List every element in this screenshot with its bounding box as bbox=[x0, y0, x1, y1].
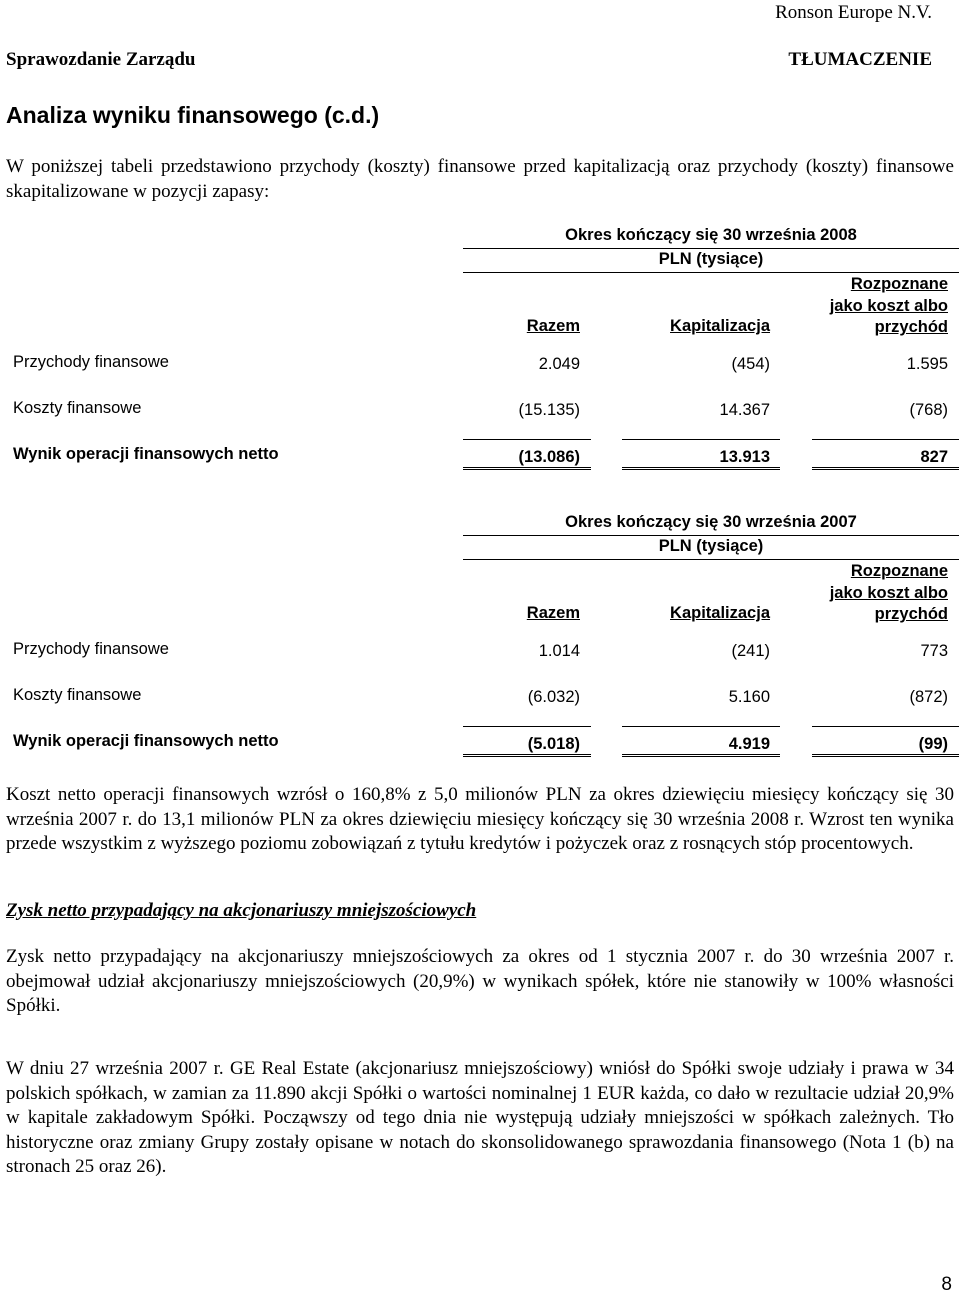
ge-real-estate-paragraph: W dniu 27 września 2007 r. GE Real Estate (akcjonariusz mniejszościowy) wniósł do Spółki swoje udziały i prawa w 34 polskich spółkach, w zamian za 11.890 akcji Spółki o wartości nominalnej 1 EUR każda, co dało w rezultacie udział 20,9% w kapitale zakładowym Spółki. Począwszy od tego dnia nie występują udziały mniejszości w spółkach zależnych. Tło historyczne oraz zmiany Grupy zostały opisane w notach do skonsolidowanego sprawozdania finansowego (Nota 1 (b) na stronach 25 oraz 26). bbox=[6, 1058, 954, 1177]
cell-net-recognized: (99) bbox=[918, 735, 948, 753]
row-label-net-result: Wynik operacji finansowych netto bbox=[13, 732, 279, 750]
col-recognized-header bbox=[830, 561, 948, 626]
cell-income-capitalization: (241) bbox=[731, 642, 770, 660]
row-label-costs: Koszty finansowe bbox=[13, 686, 142, 704]
row-label-costs: Koszty finansowe bbox=[13, 399, 142, 417]
cell-net-capitalization: 4.919 bbox=[728, 735, 770, 753]
cell-net-total: (13.086) bbox=[518, 448, 580, 466]
cell-net-capitalization: 13.913 bbox=[719, 448, 770, 466]
cell-income-total: 1.014 bbox=[538, 642, 580, 660]
cell-income-recognized: 773 bbox=[920, 642, 948, 660]
cell-net-total: (5.018) bbox=[527, 735, 580, 753]
col-recognized-header bbox=[830, 274, 948, 339]
col-recognized-line-2: jako koszt albo bbox=[829, 583, 948, 602]
table-period-header: Okres kończący się 30 września 2007 bbox=[565, 513, 857, 531]
col-recognized-line-1: Rozpoznane bbox=[850, 275, 948, 293]
company-name: Ronson Europe N.V. bbox=[775, 2, 932, 23]
cell-costs-total: (6.032) bbox=[527, 688, 580, 706]
cell-net-recognized: 827 bbox=[920, 448, 948, 466]
row-label-income: Przychody finansowe bbox=[13, 353, 169, 371]
header-rule bbox=[463, 248, 959, 249]
table-period-header: Okres kończący się 30 września 2008 bbox=[565, 226, 857, 244]
total-rule bbox=[812, 754, 959, 757]
cell-income-capitalization: (454) bbox=[731, 355, 770, 373]
minority-interest-heading: Zysk netto przypadający na akcjonariuszy mniejszościowych bbox=[6, 900, 477, 921]
row-label-income: Przychody finansowe bbox=[13, 640, 169, 658]
header-rule bbox=[463, 559, 959, 560]
header-rule bbox=[463, 535, 959, 536]
page-heading: Analiza wyniku finansowego (c.d.) bbox=[6, 102, 380, 128]
total-rule bbox=[812, 467, 959, 470]
header-rule bbox=[463, 272, 959, 273]
subtotal-rule bbox=[463, 439, 591, 440]
intro-paragraph: W poniższej tabeli przedstawiono przychody (koszty) finansowe przed kapitalizacją oraz przychody (koszty) finansowe skapitalizowane w pozycji zapasy: bbox=[6, 156, 954, 202]
col-total-header: Razem bbox=[526, 604, 580, 622]
table-currency-header: PLN (tysiące) bbox=[658, 537, 764, 555]
cell-costs-total: (15.135) bbox=[518, 401, 580, 419]
cell-costs-recognized: (872) bbox=[909, 688, 948, 706]
report-section-title: Sprawozdanie Zarządu bbox=[6, 49, 196, 70]
subtotal-rule bbox=[622, 726, 780, 727]
finance-table-2007 bbox=[0, 513, 960, 753]
subtotal-rule bbox=[463, 726, 591, 727]
page-number: 8 bbox=[941, 1274, 952, 1295]
table-currency-header: PLN (tysiące) bbox=[658, 250, 764, 268]
finance-table-2008 bbox=[0, 226, 960, 466]
col-recognized-line-3: przychód bbox=[874, 605, 948, 623]
subtotal-rule bbox=[622, 439, 780, 440]
col-capitalization-header: Kapitalizacja bbox=[670, 604, 770, 622]
cell-income-recognized: 1.595 bbox=[906, 355, 948, 373]
total-rule bbox=[622, 467, 780, 470]
translation-label: TŁUMACZENIE bbox=[788, 49, 932, 70]
total-rule bbox=[622, 754, 780, 757]
cell-costs-capitalization: 5.160 bbox=[728, 688, 770, 706]
minority-interest-paragraph: Zysk netto przypadający na akcjonariuszy mniejszościowych za okres od 1 stycznia 2007 r. do 30 września 2007 r. obejmował udział akcjonariuszy mniejszościowych (20,9%) w wynikach spółek, które nie stanowiły w 100% własności Spółki. bbox=[6, 946, 954, 1016]
col-capitalization-header: Kapitalizacja bbox=[670, 317, 770, 335]
total-rule bbox=[463, 754, 591, 757]
col-recognized-line-2: jako koszt albo bbox=[829, 296, 948, 315]
cell-income-total: 2.049 bbox=[538, 355, 580, 373]
row-label-net-result: Wynik operacji finansowych netto bbox=[13, 445, 279, 463]
cost-analysis-paragraph: Koszt netto operacji finansowych wzrósł o 160,8% z 5,0 milionów PLN za okres dziewięciu miesięcy kończący się 30 września 2007 r. do 13,1 milionów PLN za okres dziewięciu miesięcy kończący się 30 września 2008 r. Wzrost ten wynika przede wszystkim z wyższego poziomu zobowiązań z tytułu kredytów i pożyczek oraz z rosnących stóp procentowych. bbox=[6, 784, 954, 854]
subtotal-rule bbox=[812, 726, 959, 727]
cell-costs-capitalization: 14.367 bbox=[719, 401, 770, 419]
col-recognized-line-1: Rozpoznane bbox=[850, 562, 948, 580]
subtotal-rule bbox=[812, 439, 959, 440]
col-recognized-line-3: przychód bbox=[874, 318, 948, 336]
cell-costs-recognized: (768) bbox=[909, 401, 948, 419]
col-total-header: Razem bbox=[526, 317, 580, 335]
total-rule bbox=[463, 467, 591, 470]
